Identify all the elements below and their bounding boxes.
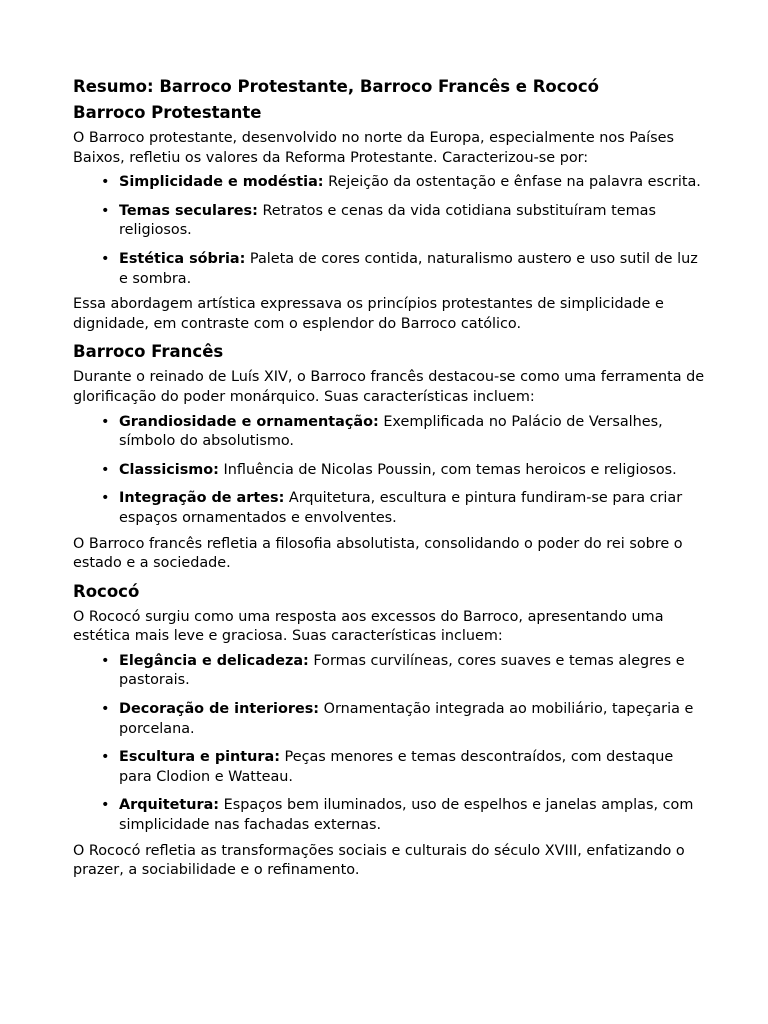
section-barroco-frances	[73, 339, 705, 573]
section-conclusion: O Barroco francês refletia a filosofia absolutista, consolidando o poder do rei sobre o estado e a sociedade.	[73, 535, 683, 572]
item-text: Influência de Nicolas Poussin, com temas heroicos e religiosos.	[218, 461, 677, 478]
list-item	[73, 796, 705, 835]
bullet-icon: •	[101, 490, 110, 507]
item-term: Integração de artes:	[119, 490, 285, 507]
section-intro: O Barroco protestante, desenvolvido no norte da Europa, especialmente nos Países Baixos, refletiu os valores da Reforma Protestante. Caracterizou-se por:	[73, 130, 674, 166]
bullet-icon: •	[101, 413, 110, 430]
bullet-icon: •	[101, 461, 110, 478]
item-text: Retratos e cenas da vida cotidiana substituíram temas religiosos.	[119, 202, 656, 239]
item-term: Temas seculares:	[119, 202, 258, 219]
item-term: Grandiosidade e ornamentação:	[119, 413, 379, 430]
item-term: Escultura e pintura:	[119, 749, 280, 766]
bullet-list	[73, 173, 705, 289]
item-text: Espaços bem iluminados, uso de espelhos e janelas amplas, com simplicidade nas fachadas externas.	[119, 797, 694, 834]
item-text: Rejeição da ostentação e ênfase na palavra escrita.	[323, 174, 701, 191]
section-intro: O Rococó surgiu como uma resposta aos excessos do Barroco, apresentando uma estética mais leve e graciosa. Suas características incluem:	[73, 608, 664, 645]
section-rococo	[73, 579, 705, 881]
bullet-list	[73, 413, 705, 529]
list-item	[73, 202, 705, 241]
item-term: Simplicidade e modéstia:	[119, 174, 324, 191]
bullet-icon: •	[101, 749, 110, 766]
bullet-icon: •	[101, 174, 110, 191]
list-item	[73, 173, 705, 193]
section-heading: Rococó	[73, 581, 140, 601]
bullet-icon: •	[101, 701, 110, 718]
item-text: Formas curvilíneas, cores suaves e temas alegres e pastorais.	[119, 652, 685, 689]
list-item	[73, 461, 705, 481]
item-text: Exemplificada no Palácio de Versalhes, símbolo do absolutismo.	[119, 413, 663, 450]
item-text: Arquitetura, escultura e pintura fundiram-se para criar espaços ornamentados e envolventes.	[119, 490, 683, 526]
item-term: Arquitetura:	[119, 797, 220, 814]
document-title: Resumo: Barroco Protestante, Barroco Francês e Rococó	[73, 77, 600, 96]
section-conclusion: Essa abordagem artística expressava os princípios protestantes de simplicidade e dignidade, em contraste com o esplendor do Barroco católico.	[73, 296, 664, 332]
section-conclusion: O Rococó refletia as transformações sociais e culturais do século XVIII, enfatizando o prazer, a sociabilidade e o refinamento.	[73, 842, 685, 879]
section-barroco-protestante	[73, 100, 705, 334]
list-item	[73, 652, 705, 691]
list-item	[73, 748, 705, 787]
bullet-list	[73, 652, 705, 836]
section-heading: Barroco Protestante	[73, 103, 262, 122]
bullet-icon: •	[101, 797, 110, 814]
list-item	[73, 250, 705, 289]
item-term: Elegância e delicadeza:	[119, 652, 309, 669]
bullet-icon: •	[101, 250, 110, 267]
item-term: Estética sóbria:	[119, 250, 246, 267]
bullet-icon: •	[101, 652, 110, 669]
list-item	[73, 489, 705, 528]
list-item	[73, 413, 705, 452]
document-page	[73, 74, 705, 881]
bullet-icon: •	[101, 202, 110, 219]
item-text: Paleta de cores contida, naturalismo austero e uso sutil de luz e sombra.	[119, 250, 698, 287]
item-term: Classicismo:	[119, 461, 219, 478]
section-heading: Barroco Francês	[73, 342, 224, 362]
item-term: Decoração de interiores:	[119, 701, 320, 718]
section-intro: Durante o reinado de Luís XIV, o Barroco francês destacou-se como uma ferramenta de glorificação do poder monárquico. Suas características incluem:	[73, 369, 705, 405]
list-item	[73, 700, 705, 739]
item-text: Peças menores e temas descontraídos, com destaque para Clodion e Watteau.	[119, 749, 674, 785]
item-text: Ornamentação integrada ao mobiliário, tapeçaria e porcelana.	[119, 701, 694, 737]
